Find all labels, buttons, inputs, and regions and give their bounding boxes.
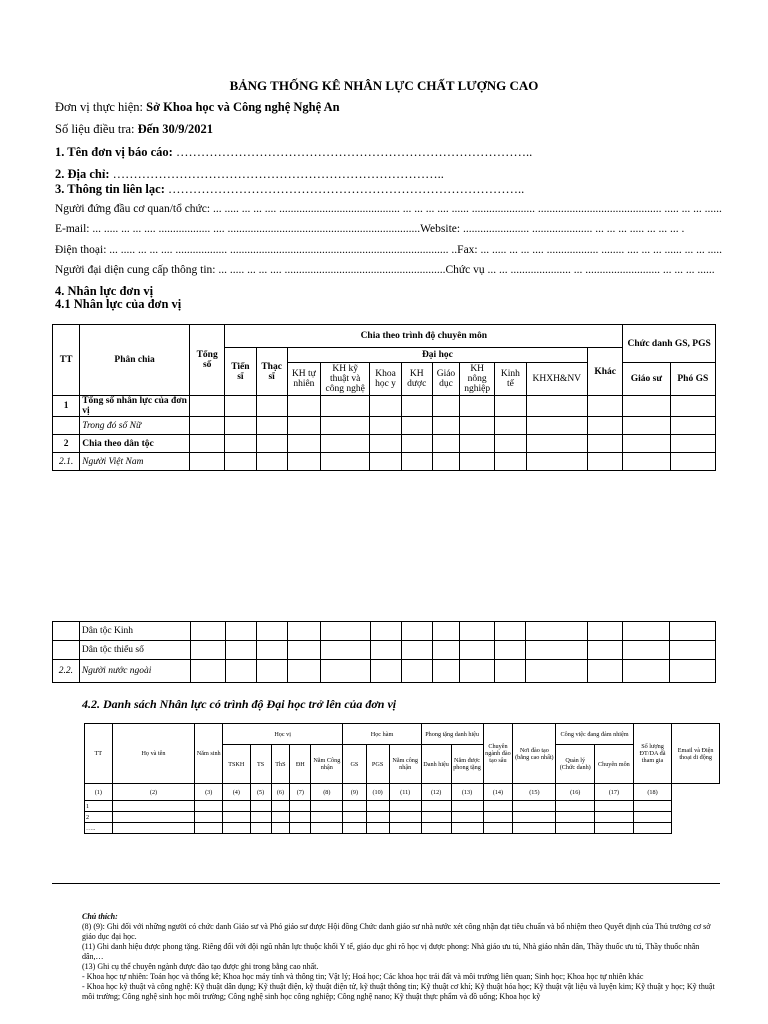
data-cell[interactable]: [432, 622, 459, 641]
data-cell[interactable]: [513, 801, 556, 812]
h-ths: ThS: [271, 745, 290, 784]
data-cell[interactable]: [495, 435, 526, 453]
staff-table-continued: [52, 621, 716, 683]
row-label: Người nước ngoài: [79, 660, 191, 683]
data-cell[interactable]: [622, 660, 670, 683]
data-cell[interactable]: [432, 435, 459, 453]
row-label: Tổng số nhân lực của đơn vị: [80, 396, 190, 417]
note: (11) Ghi danh hiệu được phong tặng. Riêng đối với đội ngũ nhân lực thuộc khối Y tế, giáo dục ghi rõ học vị được phong: Nhà giáo ưu tú, Nhà giáo nhân dân, Thầy thuốc ưu tú, Thầy thuốc nhân dân,…: [82, 942, 700, 961]
page-title: BẢNG THỐNG KÊ NHÂN LỰC CHẤT LƯỢNG CAO: [229, 78, 539, 93]
divider: [52, 883, 720, 884]
data-cell[interactable]: [432, 641, 459, 660]
data-cell[interactable]: [556, 823, 595, 834]
data-cell[interactable]: [190, 396, 225, 417]
data-cell[interactable]: [223, 823, 251, 834]
data-cell[interactable]: [401, 396, 432, 417]
field-address: [55, 167, 444, 182]
row-tt: 2.1.: [53, 453, 80, 471]
column-number: (3): [195, 784, 223, 801]
table-row: [53, 396, 716, 417]
data-cell[interactable]: [421, 823, 451, 834]
field-dots: ……………………………………………………………………..: [109, 167, 444, 181]
data-cell[interactable]: [366, 823, 389, 834]
data-cell[interactable]: [370, 435, 401, 453]
data-cell[interactable]: [287, 453, 320, 471]
section-41-heading: 4.1 Nhân lực của đơn vị: [55, 297, 182, 311]
data-cell[interactable]: [257, 622, 288, 641]
data-cell[interactable]: [191, 660, 226, 683]
survey-value: Đến 30/9/2021: [137, 122, 213, 136]
data-cell[interactable]: [256, 435, 287, 453]
data-cell[interactable]: [526, 396, 587, 417]
data-cell[interactable]: [290, 823, 311, 834]
data-cell[interactable]: [271, 801, 290, 812]
row-label: Người Việt Nam: [80, 453, 190, 471]
col-dh: KH kỹ thuật và công nghệ: [321, 363, 370, 396]
column-number: (6): [271, 784, 290, 801]
column-number: (2): [112, 784, 195, 801]
data-cell[interactable]: [526, 453, 587, 471]
data-cell[interactable]: [256, 417, 287, 435]
data-cell[interactable]: [256, 396, 287, 417]
column-number: (12): [421, 784, 451, 801]
col-group-chuc-danh: Chức danh GS, PGS: [623, 325, 716, 363]
data-cell[interactable]: [495, 396, 526, 417]
data-cell[interactable]: [622, 641, 670, 660]
data-cell[interactable]: [622, 622, 670, 641]
data-cell[interactable]: [370, 396, 401, 417]
data-cell[interactable]: [190, 417, 225, 435]
field-head-person: Người đứng đầu cơ quan/tổ chức: ... ..... ... ... .... .......................................... ... ... ... .... ...... ...................... ........................................... ..... ... ... ......: [55, 203, 722, 215]
note: (8) (9): Ghi đối với những người có chức danh Giáo sư và Phó giáo sư được Hội đồng Chức danh giáo sư nhà nước xét công nhận đạt tiêu chuẩn và bổ nhiệm theo Quyết định của Thủ trưởng cơ sở giáo dục đại học.: [82, 922, 711, 941]
table-row: [53, 622, 716, 641]
note: - Khoa học kỹ thuật và công nghệ: Kỹ thuật dân dụng; Kỹ thuật điện, kỹ thuật điện tử, kỹ thuật thông tin; Kỹ thuật cơ khí; Kỹ thuật hóa học; Kỹ thuật vật liệu và luyện kim; Kỹ thuật y học; Kỹ thuật môi trường; Công nghệ sinh học môi trường; Công nghệ sinh học công nghiệp; Công nghệ nano; Kỹ thuật thực phẩm và đồ uống; Khoa học kỹ: [82, 982, 715, 1001]
data-cell[interactable]: [195, 823, 223, 834]
data-cell[interactable]: [494, 622, 525, 641]
h-nam-cong-nhan-2: Năm công nhận: [389, 745, 421, 784]
col-dh: KHXH&NV: [526, 363, 587, 396]
column-number: (1): [85, 784, 113, 801]
data-cell[interactable]: [494, 641, 525, 660]
field-label: 3. Thông tin liên lạc:: [55, 182, 165, 196]
data-cell[interactable]: [401, 453, 432, 471]
column-number: (8): [311, 784, 343, 801]
data-cell[interactable]: [321, 641, 371, 660]
field-dots: …………………………………………………………………………..: [164, 182, 525, 196]
data-cell[interactable]: [271, 812, 290, 823]
data-cell[interactable]: [633, 812, 672, 823]
data-cell[interactable]: [588, 435, 623, 453]
note: - Khoa học tự nhiên: Toán học và thống kê; Khoa học máy tính và thông tin; Vật lý; Hoá học; Các khoa học trái đất và môi trường liên quan; Sinh học; Khoa học tự nhiên khác: [82, 972, 644, 981]
data-cell[interactable]: [588, 396, 623, 417]
data-cell[interactable]: [257, 641, 288, 660]
data-cell[interactable]: [226, 641, 257, 660]
data-cell[interactable]: [343, 812, 366, 823]
h-nam-duoc: Năm được phong tặng: [451, 745, 483, 784]
data-cell[interactable]: [112, 812, 195, 823]
h-chuyen-mon: Chuyên môn: [595, 745, 634, 784]
data-cell[interactable]: [495, 417, 526, 435]
data-cell[interactable]: [288, 641, 321, 660]
data-cell[interactable]: [371, 622, 402, 641]
field-unit-name: [55, 145, 532, 160]
data-cell[interactable]: [311, 812, 343, 823]
h-cong-viec: Công việc đang đảm nhiệm: [556, 724, 633, 745]
data-cell[interactable]: [595, 812, 634, 823]
staff-table: [52, 324, 716, 471]
h-noi-dao-tao: Nơi đào tạo (bằng cao nhất): [513, 724, 556, 784]
field-email-website: E-mail: ... ..... ... ... .... .................. .... ...................................................................Website: ....................... ..................... ... ... ... ..... ... ... ... .: [55, 223, 685, 235]
data-cell[interactable]: [451, 801, 483, 812]
data-cell[interactable]: [483, 823, 513, 834]
data-cell[interactable]: [190, 435, 225, 453]
data-cell[interactable]: [670, 417, 715, 435]
data-cell[interactable]: [460, 396, 495, 417]
col-pho-gs: Phó GS: [670, 363, 715, 396]
data-cell[interactable]: [401, 622, 432, 641]
data-cell[interactable]: [421, 801, 451, 812]
data-cell[interactable]: [287, 435, 320, 453]
personnel-list-table: [84, 723, 720, 834]
h-quan-ly: Quản lý (Chức danh): [556, 745, 595, 784]
row-tt: [53, 417, 80, 435]
data-cell[interactable]: [371, 660, 402, 683]
data-cell[interactable]: [389, 823, 421, 834]
data-cell[interactable]: [288, 660, 321, 683]
data-cell[interactable]: [112, 823, 195, 834]
column-number: (4): [223, 784, 251, 801]
data-cell[interactable]: [623, 453, 670, 471]
survey-label: Số liệu điều tra:: [55, 122, 138, 136]
h-chuyen-nganh: Chuyên ngành đào tạo sâu: [483, 724, 513, 784]
field-dots: …………………………………………………………………………..: [172, 145, 533, 159]
column-number: (14): [483, 784, 513, 801]
column-number: (18): [633, 784, 672, 801]
data-cell[interactable]: [226, 660, 257, 683]
h-tt: TT: [85, 724, 113, 784]
data-cell[interactable]: [432, 660, 459, 683]
h-nam-cong-nhan: Năm Công nhận: [311, 745, 343, 784]
col-dh: Giáo dục: [432, 363, 459, 396]
data-cell[interactable]: [587, 622, 622, 641]
h-dh: ĐH: [290, 745, 311, 784]
col-dh: KH tự nhiên: [287, 363, 320, 396]
data-cell[interactable]: [311, 823, 343, 834]
data-cell[interactable]: [525, 660, 587, 683]
data-cell[interactable]: [195, 812, 223, 823]
table-row: [53, 453, 716, 471]
data-cell[interactable]: [483, 812, 513, 823]
data-cell[interactable]: [432, 417, 459, 435]
column-number: (17): [595, 784, 634, 801]
row-index: …..: [85, 823, 113, 834]
data-cell[interactable]: [670, 453, 715, 471]
data-cell[interactable]: [556, 801, 595, 812]
table-row: [53, 641, 716, 660]
h-pgs: PGS: [366, 745, 389, 784]
column-number: (15): [513, 784, 556, 801]
table-row: [85, 801, 720, 812]
data-cell[interactable]: [401, 660, 432, 683]
h-ts: TS: [250, 745, 271, 784]
col-tien-si: Tiến sĩ: [225, 348, 256, 396]
column-number: (16): [556, 784, 595, 801]
h-ho-ten: Họ và tên: [112, 724, 195, 784]
section-42-heading: 4.2. Danh sách Nhân lực có trình độ Đại học trở lên của đơn vị: [82, 697, 397, 711]
data-cell[interactable]: [526, 417, 587, 435]
col-group-chia-theo: Chia theo trình độ chuyên môn: [225, 325, 623, 348]
row-tt: [53, 622, 80, 641]
field-label: 1. Tên đơn vị báo cáo:: [55, 145, 173, 159]
data-cell[interactable]: [459, 641, 494, 660]
data-cell[interactable]: [321, 622, 371, 641]
col-khac: Khác: [588, 348, 623, 396]
col-thac-si: Thạc sĩ: [256, 348, 287, 396]
row-tt: 1: [53, 396, 80, 417]
col-dh: Khoa học y: [370, 363, 401, 396]
column-number: (7): [290, 784, 311, 801]
column-number: (11): [389, 784, 421, 801]
data-cell[interactable]: [225, 453, 256, 471]
row-label: Trong đó số Nữ: [80, 417, 190, 435]
data-cell[interactable]: [250, 823, 271, 834]
data-cell[interactable]: [321, 660, 371, 683]
field-label: 2. Địa chỉ:: [55, 167, 110, 181]
data-cell[interactable]: [494, 660, 525, 683]
data-cell[interactable]: [287, 396, 320, 417]
data-cell[interactable]: [389, 812, 421, 823]
data-cell[interactable]: [366, 812, 389, 823]
row-index: 2: [85, 812, 113, 823]
data-cell[interactable]: [556, 812, 595, 823]
data-cell[interactable]: [459, 660, 494, 683]
data-cell[interactable]: [343, 801, 366, 812]
data-cell[interactable]: [460, 453, 495, 471]
data-cell[interactable]: [460, 417, 495, 435]
h-phong-tang: Phong tặng danh hiệu: [421, 724, 483, 745]
data-cell[interactable]: [321, 396, 370, 417]
data-cell[interactable]: [190, 453, 225, 471]
h-hoc-vi: Học vị: [223, 724, 343, 745]
col-tong-so: Tổng số: [190, 325, 225, 396]
data-cell[interactable]: [451, 823, 483, 834]
note: (13) Ghi cụ thể chuyên ngành được đào tạo được ghi trong bằng cao nhất.: [82, 962, 319, 971]
data-cell[interactable]: [670, 660, 716, 683]
data-cell[interactable]: [588, 417, 623, 435]
data-cell[interactable]: [633, 801, 672, 812]
data-cell[interactable]: [588, 453, 623, 471]
data-cell[interactable]: [288, 622, 321, 641]
data-cell[interactable]: [401, 435, 432, 453]
unit-value: Sở Khoa học và Công nghệ Nghệ An: [146, 100, 340, 114]
h-tskh: TSKH: [223, 745, 251, 784]
data-cell[interactable]: [191, 641, 226, 660]
col-dh: KH dược: [401, 363, 432, 396]
data-cell[interactable]: [290, 801, 311, 812]
table-row: [85, 823, 720, 834]
column-number: (13): [451, 784, 483, 801]
data-cell[interactable]: [495, 453, 526, 471]
h-nam-sinh: Năm sinh: [195, 724, 223, 784]
row-label: Chia theo dân tộc: [80, 435, 190, 453]
data-cell[interactable]: [670, 622, 716, 641]
data-cell[interactable]: [401, 641, 432, 660]
data-cell[interactable]: [451, 812, 483, 823]
data-cell[interactable]: [250, 801, 271, 812]
data-cell[interactable]: [460, 435, 495, 453]
unit-line: [55, 100, 340, 115]
h-gs: GS: [343, 745, 366, 784]
col-dh: KH nông nghiệp: [460, 363, 495, 396]
data-cell[interactable]: [623, 396, 670, 417]
table-row: [53, 435, 716, 453]
column-number: (10): [366, 784, 389, 801]
row-label: Dân tộc Kinh: [79, 622, 191, 641]
data-cell[interactable]: [223, 801, 251, 812]
data-cell[interactable]: [225, 396, 256, 417]
data-cell[interactable]: [343, 823, 366, 834]
field-contact-person: Người đại diện cung cấp thông tin: ... ..... ... ... .... ........................................................Chức vụ ... ... ..................... ... .......................... ... ... ... ......: [55, 264, 715, 276]
data-cell[interactable]: [459, 622, 494, 641]
row-index: 1: [85, 801, 113, 812]
row-tt: 2.2.: [53, 660, 80, 683]
data-cell[interactable]: [421, 812, 451, 823]
data-cell[interactable]: [623, 417, 670, 435]
unit-label: Đơn vị thực hiện:: [55, 100, 147, 114]
data-cell[interactable]: [587, 641, 622, 660]
data-cell[interactable]: [271, 823, 290, 834]
data-cell[interactable]: [250, 812, 271, 823]
h-email: Email và Điện thoại di động: [672, 724, 720, 784]
data-cell[interactable]: [401, 417, 432, 435]
field-phone-fax: Điện thoại: ... ..... ... ... .... .................. ............................................................................ ..Fax: ... ..... ... ... .... .................. ........ .... ... ... ...... ... ... .....: [55, 244, 722, 256]
col-tt: TT: [53, 325, 80, 396]
data-cell[interactable]: [287, 417, 320, 435]
column-number-row: [85, 784, 720, 801]
data-cell[interactable]: [225, 417, 256, 435]
data-cell[interactable]: [225, 435, 256, 453]
data-cell[interactable]: [366, 801, 389, 812]
data-cell[interactable]: [670, 396, 715, 417]
data-cell[interactable]: [321, 453, 370, 471]
data-cell[interactable]: [587, 660, 622, 683]
survey-line: [55, 122, 213, 137]
data-cell[interactable]: [432, 453, 459, 471]
data-cell[interactable]: [195, 801, 223, 812]
h-danh-hieu: Danh hiệu: [421, 745, 451, 784]
table-row: [85, 812, 720, 823]
data-cell[interactable]: [191, 622, 226, 641]
data-cell[interactable]: [370, 453, 401, 471]
col-group-dai-hoc: Đại học: [287, 348, 587, 363]
data-cell[interactable]: [321, 417, 370, 435]
data-cell[interactable]: [226, 622, 257, 641]
h-so-luong: Số lượng ĐT/DA đã tham gia: [633, 724, 672, 784]
data-cell[interactable]: [670, 641, 716, 660]
column-number: (5): [250, 784, 271, 801]
data-cell[interactable]: [290, 812, 311, 823]
notes-heading: Chú thích:: [82, 912, 118, 921]
data-cell[interactable]: [223, 812, 251, 823]
data-cell[interactable]: [257, 660, 288, 683]
data-cell[interactable]: [525, 622, 587, 641]
data-cell[interactable]: [370, 417, 401, 435]
section-4-heading: 4. Nhân lực đơn vị: [55, 284, 154, 298]
data-cell[interactable]: [595, 823, 634, 834]
data-cell[interactable]: [513, 812, 556, 823]
row-label: Dân tộc thiểu số: [79, 641, 191, 660]
row-tt: [53, 641, 80, 660]
data-cell[interactable]: [432, 396, 459, 417]
data-cell[interactable]: [256, 453, 287, 471]
h-hoc-ham: Học hàm: [343, 724, 421, 745]
col-giao-su: Giáo sư: [623, 363, 670, 396]
data-cell[interactable]: [483, 801, 513, 812]
data-cell[interactable]: [371, 641, 402, 660]
data-cell[interactable]: [623, 435, 670, 453]
data-cell[interactable]: [525, 641, 587, 660]
data-cell[interactable]: [513, 823, 556, 834]
data-cell[interactable]: [112, 801, 195, 812]
table-row: [53, 660, 716, 683]
table-row: [53, 417, 716, 435]
data-cell[interactable]: [633, 823, 672, 834]
field-contact-info: [55, 182, 524, 197]
data-cell[interactable]: [389, 801, 421, 812]
data-cell[interactable]: [311, 801, 343, 812]
col-phan-chia: Phân chia: [80, 325, 190, 396]
data-cell[interactable]: [670, 435, 715, 453]
data-cell[interactable]: [595, 801, 634, 812]
col-dh: Kinh tế: [495, 363, 526, 396]
column-number: (9): [343, 784, 366, 801]
row-tt: 2: [53, 435, 80, 453]
footnotes: [82, 912, 722, 1002]
data-cell[interactable]: [526, 435, 587, 453]
data-cell[interactable]: [321, 435, 370, 453]
